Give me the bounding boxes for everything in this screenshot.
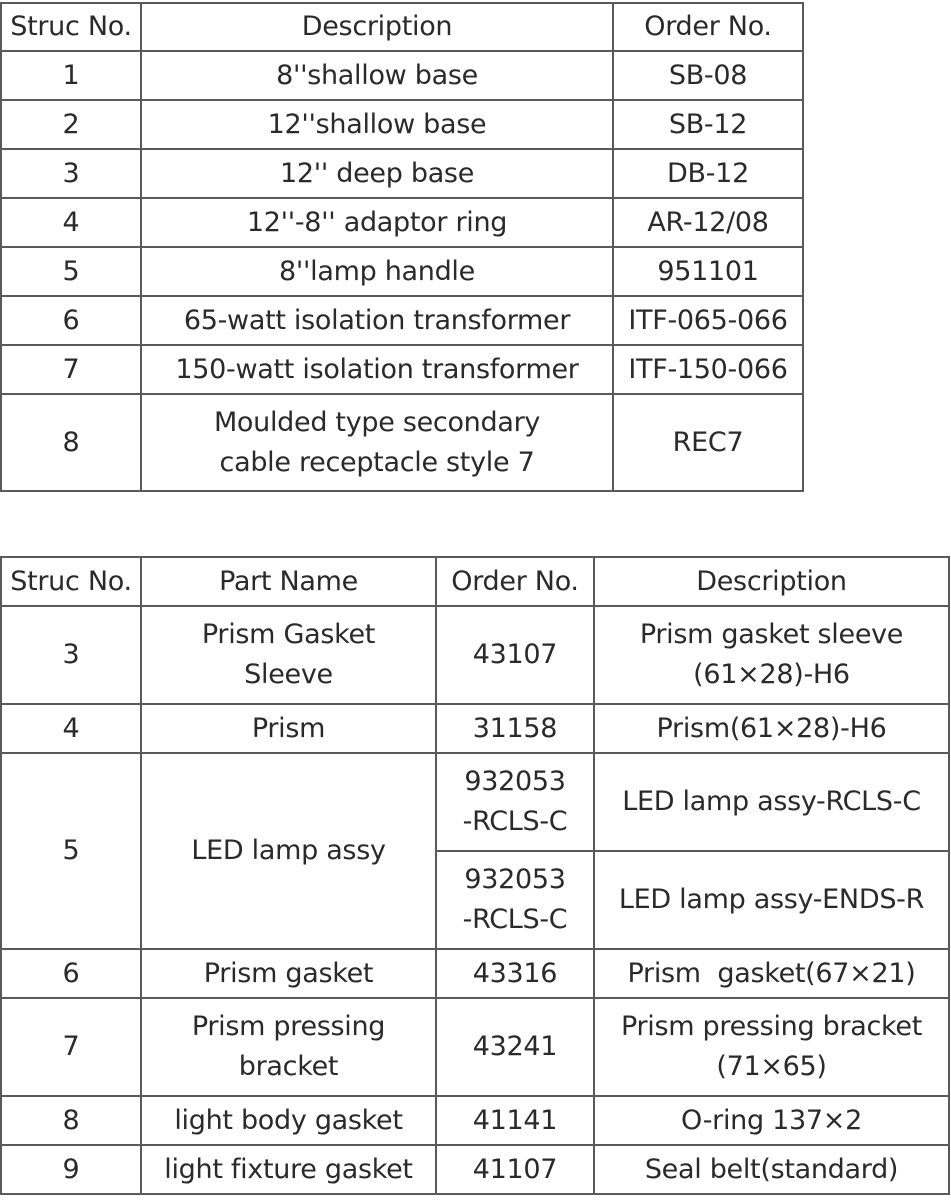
- cell-part-name: Prism gasket: [141, 949, 436, 998]
- table-row: [1, 345, 803, 394]
- cell-struc-no: 5: [1, 753, 141, 949]
- cell-order-no: DB-12: [613, 149, 803, 198]
- table-row: [1, 753, 949, 851]
- cell-order-no: ITF-150-066: [613, 345, 803, 394]
- cell-struc-no: 6: [1, 949, 141, 998]
- table-row: [1, 704, 949, 753]
- header-struc-no: Struc No.: [1, 3, 141, 51]
- table-row: [1, 998, 949, 1096]
- header-order-no: Order No.: [613, 3, 803, 51]
- table-header-row: [1, 3, 803, 51]
- cell-struc-no: 4: [1, 704, 141, 753]
- cell-order-no: 43107: [436, 606, 594, 704]
- cell-struc-no: 4: [1, 198, 141, 247]
- cell-text-line: Prism pressing bracket: [621, 1011, 922, 1042]
- cell-text-line: Prism pressing: [191, 1011, 386, 1042]
- cell-struc-no: 1: [1, 51, 141, 100]
- cell-text-line: (71×65): [716, 1051, 827, 1082]
- table-header-row: [1, 557, 949, 606]
- header-order-no: Order No.: [436, 557, 594, 606]
- cell-order-no: 41141: [436, 1096, 594, 1145]
- table-row: [1, 1096, 949, 1145]
- cell-description: 8''shallow base: [141, 51, 613, 100]
- cell-text-line: Sleeve: [244, 659, 333, 690]
- cell-description: Prism gasket(67×21): [594, 949, 949, 998]
- cell-order-no: 41107: [436, 1145, 594, 1194]
- table-row: [1, 1145, 949, 1194]
- cell-order-no: 951101: [613, 247, 803, 296]
- cell-description: O-ring 137×2: [594, 1096, 949, 1145]
- cell-struc-no: 3: [1, 149, 141, 198]
- cell-text-line: 932053: [464, 864, 566, 895]
- cell-description: LED lamp assy-RCLS-C: [594, 753, 949, 851]
- cell-text-line: Prism gasket sleeve: [639, 619, 904, 650]
- cell-struc-no: 7: [1, 998, 141, 1096]
- cell-description: 65-watt isolation transformer: [141, 296, 613, 345]
- cell-text-line: bracket: [238, 1051, 339, 1082]
- cell-order-no: 43316: [436, 949, 594, 998]
- cell-description: 150-watt isolation transformer: [141, 345, 613, 394]
- cell-part-name: light body gasket: [141, 1096, 436, 1145]
- table-row: [1, 198, 803, 247]
- cell-part-name: [141, 998, 436, 1096]
- cell-order-no: AR-12/08: [613, 198, 803, 247]
- header-description: Description: [594, 557, 949, 606]
- cell-order-no: SB-12: [613, 100, 803, 149]
- cell-text-line: Moulded type secondary: [213, 406, 541, 438]
- table-row: [1, 296, 803, 345]
- cell-struc-no: 8: [1, 394, 141, 491]
- cell-struc-no: 2: [1, 100, 141, 149]
- cell-order-no: REC7: [613, 394, 803, 491]
- cell-description: [141, 394, 613, 491]
- cell-description: Prism(61×28)-H6: [594, 704, 949, 753]
- table-row: [1, 949, 949, 998]
- cell-text-line: (61×28)-H6: [693, 659, 850, 690]
- cell-part-name: [141, 606, 436, 704]
- parts-table-2: [0, 556, 950, 1195]
- parts-table-1: [0, 2, 804, 492]
- cell-struc-no: 3: [1, 606, 141, 704]
- cell-description: 8''lamp handle: [141, 247, 613, 296]
- cell-struc-no: 5: [1, 247, 141, 296]
- cell-description: 12''shallow base: [141, 100, 613, 149]
- cell-order-no: [436, 851, 594, 949]
- cell-text-line: -RCLS-C: [462, 904, 568, 935]
- cell-struc-no: 6: [1, 296, 141, 345]
- cell-order-no: 31158: [436, 704, 594, 753]
- cell-order-no: SB-08: [613, 51, 803, 100]
- header-struc-no: Struc No.: [1, 557, 141, 606]
- cell-description: LED lamp assy-ENDS-R: [594, 851, 949, 949]
- cell-part-name: Prism: [141, 704, 436, 753]
- table-row: [1, 100, 803, 149]
- cell-struc-no: 7: [1, 345, 141, 394]
- cell-order-no: ITF-065-066: [613, 296, 803, 345]
- table-row: [1, 51, 803, 100]
- cell-order-no: [436, 753, 594, 851]
- table-row: [1, 149, 803, 198]
- cell-text-line: cable receptacle style 7: [219, 446, 535, 478]
- table-row: [1, 247, 803, 296]
- cell-struc-no: 8: [1, 1096, 141, 1145]
- cell-description: 12'' deep base: [141, 149, 613, 198]
- cell-text-line: Prism Gasket: [201, 619, 376, 650]
- cell-text-line: 932053: [464, 766, 566, 797]
- cell-struc-no: 9: [1, 1145, 141, 1194]
- cell-description: [594, 606, 949, 704]
- cell-part-name: light fixture gasket: [141, 1145, 436, 1194]
- header-part-name: Part Name: [141, 557, 436, 606]
- cell-part-name: LED lamp assy: [141, 753, 436, 949]
- cell-order-no: 43241: [436, 998, 594, 1096]
- cell-description: Seal belt(standard): [594, 1145, 949, 1194]
- cell-text-line: -RCLS-C: [462, 806, 568, 837]
- table-row: [1, 606, 949, 704]
- cell-description: 12''-8'' adaptor ring: [141, 198, 613, 247]
- header-description: Description: [141, 3, 613, 51]
- cell-description: [594, 998, 949, 1096]
- table-row: [1, 394, 803, 491]
